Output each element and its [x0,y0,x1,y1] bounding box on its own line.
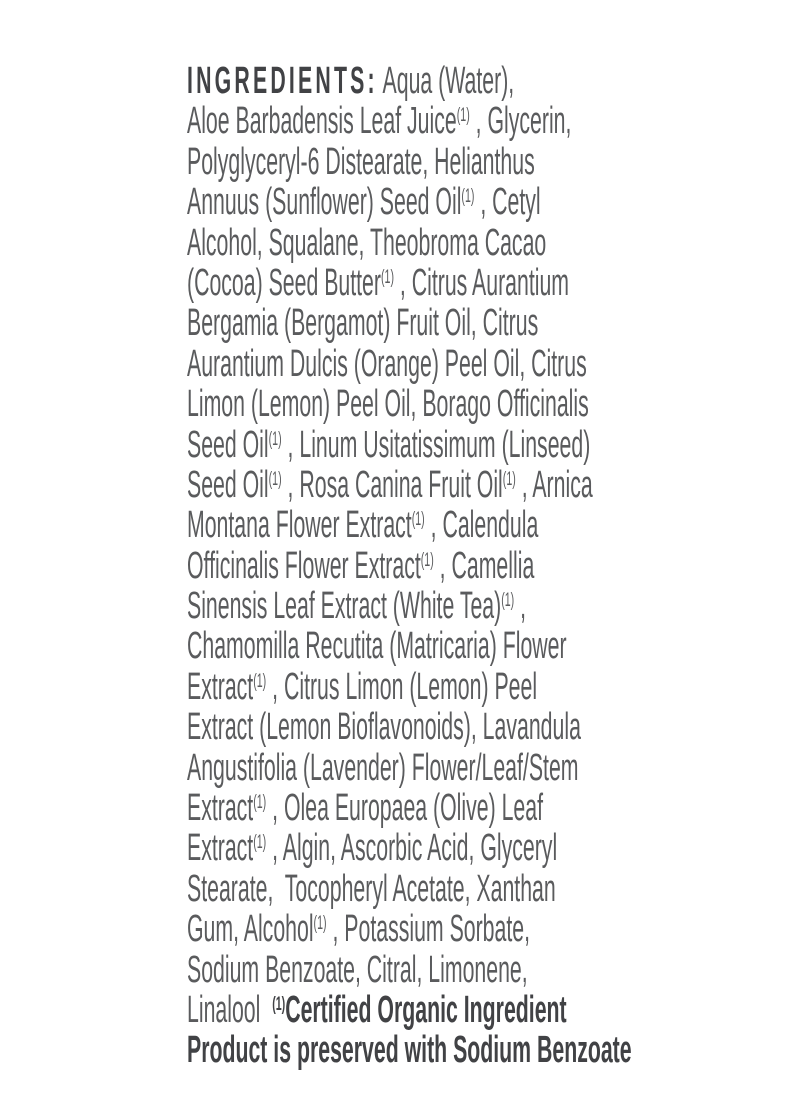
label-line [187,909,632,949]
ingredient-text: Annuus (Sunflower) Seed Oil [187,181,462,224]
ingredient-text: (Cocoa) Seed Butter [187,261,381,304]
label-line [187,546,632,586]
ingredient-text: Gum, Alcohol [187,908,314,951]
ingredients-heading: INGREDIENTS: [187,60,378,102]
label-line [187,61,632,101]
footnote-marker: (1) [456,105,470,127]
ingredient-text: Extract [187,665,254,708]
ingredient-text: Polyglyceryl-6 Distearate, Helianthus [187,140,535,183]
footnote-marker: (1) [272,994,286,1016]
ingredient-text: , Cetyl [474,181,541,224]
label-line [187,1030,632,1070]
ingredient-text: , Olea Europaea (Olive) Leaf [266,787,544,830]
label-line [187,263,632,303]
ingredient-text: , Citrus Limon (Lemon) Peel [266,665,538,708]
ingredient-text: Montana Flower Extract [187,504,412,547]
ingredient-text: Sodium Benzoate, Citral, Limonene, [187,948,528,991]
ingredient-text: Aqua (Water), [377,60,515,102]
ingredient-text: Bergamia (Bergamot) Fruit Oil, Citrus [187,302,539,345]
ingredient-text: Seed Oil [187,463,269,506]
ingredient-text: Stearate, Tocopheryl Acetate, Xanthan [187,867,556,910]
ingredient-text: Aurantium Dulcis (Orange) Peel Oil, Citrus [187,342,587,385]
label-line [187,465,632,505]
footnote-marker: (1) [253,792,267,814]
ingredient-text: Extract [187,827,254,870]
label-line [187,425,632,465]
footnote-marker: (1) [420,549,434,571]
label-line [187,344,632,384]
ingredient-text: , Rosa Canina Fruit Oil [281,463,503,506]
label-line [187,586,632,626]
label-line [187,384,632,424]
ingredient-text: Aloe Barbadensis Leaf Juice [187,100,457,143]
label-line [187,748,632,788]
label-line [187,707,632,747]
ingredient-text: Angustifolia (Lavender) Flower/Leaf/Stem [187,746,579,789]
ingredient-text: , Potassium Sorbate, [326,908,531,951]
footnote-marker: (1) [268,469,282,491]
ingredient-text: , Citrus Aurantium [393,261,570,304]
footnote-marker: (1) [502,469,516,491]
ingredient-text: , Arnica [515,463,593,506]
label-line [187,505,632,545]
footnote-marker: (1) [380,267,394,289]
ingredient-text: , Algin, Ascorbic Acid, Glyceryl [266,827,558,870]
ingredient-text: , [514,585,527,628]
ingredient-text: , Calendula [424,504,539,547]
ingredients-list [187,61,632,1071]
label-line [187,223,632,263]
ingredient-text: Limon (Lemon) Peel Oil, Borago Officinalis [187,383,589,426]
ingredient-text: Linalool [187,988,273,1031]
label-line [187,303,632,343]
ingredient-text: , Linum Usitatissimum (Linseed) [281,423,591,466]
ingredient-text: Sinensis Leaf Extract (White Tea) [187,585,502,628]
footnote-marker: (1) [313,913,327,935]
footnote-text: Certified Organic Ingredient [285,988,567,1031]
footnote-marker: (1) [501,590,515,612]
footnote-marker: (1) [411,509,425,531]
label-line [187,182,632,222]
label-line [187,828,632,868]
ingredient-text: , Glycerin, [469,100,572,143]
ingredient-text: Seed Oil [187,423,269,466]
footnote-marker: (1) [268,428,282,450]
label-line [187,990,632,1030]
ingredient-text: Chamomilla Recutita (Matricaria) Flower [187,625,567,668]
ingredient-text: Extract [187,787,254,830]
ingredient-text: Alcohol, Squalane, Theobroma Cacao [187,221,547,264]
ingredient-text: Officinalis Flower Extract [187,544,421,587]
label-line [187,101,632,141]
label-line [187,667,632,707]
footnote-marker: (1) [461,186,475,208]
label-line [187,950,632,990]
footnote-marker: (1) [253,832,267,854]
label-line [187,626,632,666]
ingredient-text: Extract (Lemon Bioflavonoids), Lavandula [187,706,581,749]
ingredient-text: , Camellia [433,544,535,587]
label-line [187,788,632,828]
preservative-note: Product is preserved with Sodium Benzoate [187,1029,632,1072]
footnote-marker: (1) [253,671,267,693]
label-line [187,142,632,182]
label-line [187,869,632,909]
